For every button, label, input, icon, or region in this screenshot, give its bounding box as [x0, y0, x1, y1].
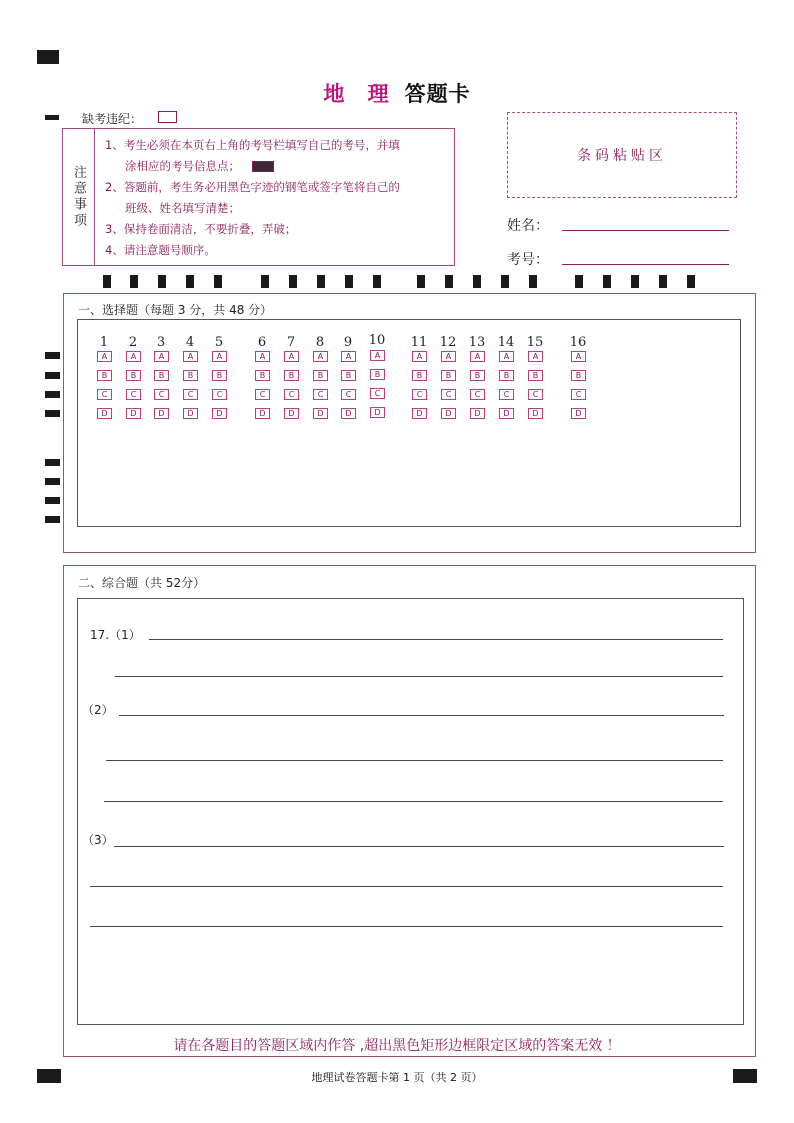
title-card: 答题卡 [404, 82, 471, 106]
name-field[interactable] [562, 230, 729, 231]
absent-checkbox[interactable] [158, 111, 177, 123]
question-number: 15 [526, 335, 544, 350]
answer-bubble-a[interactable]: A [370, 350, 385, 361]
section-comprehensive-box [77, 598, 744, 1025]
answer-bubble-b[interactable]: B [341, 370, 356, 381]
timing-mark [158, 275, 166, 288]
answer-bubble-c[interactable]: C [370, 388, 385, 399]
question-number: 9 [343, 335, 353, 350]
answer-bubble-a[interactable]: A [126, 351, 141, 362]
section-choice-title: 一、选择题（每题 3 分，共 48 分） [78, 303, 273, 317]
answer-line[interactable] [119, 715, 724, 716]
timing-mark [214, 275, 222, 288]
answer-bubble-d[interactable]: D [313, 408, 328, 419]
timing-mark [103, 275, 111, 288]
answer-bubble-b[interactable]: B [441, 370, 456, 381]
answer-line[interactable] [114, 846, 724, 847]
notice-item: 4、请注意题号顺序。 [105, 243, 216, 257]
answer-bubble-b[interactable]: B [255, 370, 270, 381]
timing-mark [575, 275, 583, 288]
answer-bubble-b[interactable]: B [284, 370, 299, 381]
question-number: 16 [569, 335, 587, 350]
page-title [0, 78, 794, 108]
answer-bubble-c[interactable]: C [255, 389, 270, 400]
answer-bubble-d[interactable]: D [284, 408, 299, 419]
timing-mark [445, 275, 453, 288]
answer-bubble-d[interactable]: D [412, 408, 427, 419]
barcode-area [507, 112, 737, 198]
notice-side-label: 注意事项 [71, 165, 86, 229]
answer-line[interactable] [115, 676, 723, 677]
answer-bubble-d[interactable]: D [126, 408, 141, 419]
answer-bubble-c[interactable]: C [154, 389, 169, 400]
answer-bubble-d[interactable]: D [183, 408, 198, 419]
notice-item: 涂相应的考号信息点； [105, 156, 445, 177]
answer-bubble-b[interactable]: B [97, 370, 112, 381]
question-number: 3 [156, 335, 166, 350]
answer-bubble-a[interactable]: A [341, 351, 356, 362]
answer-bubble-d[interactable]: D [441, 408, 456, 419]
answer-bubble-b[interactable]: B [412, 370, 427, 381]
side-timing-mark [45, 516, 60, 523]
row-timing-mark [45, 115, 59, 120]
page-footer: 地理试卷答题卡第 1 页（共 2 页） [311, 1071, 483, 1084]
answer-bubble-c[interactable]: C [183, 389, 198, 400]
timing-mark [261, 275, 269, 288]
answer-bubble-a[interactable]: A [284, 351, 299, 362]
notice-item: 3、保持卷面清洁，不要折叠，弄破； [105, 222, 297, 236]
absent-label: 缺考违纪： [82, 112, 143, 126]
q17-part1-label: 17.（1） [90, 628, 141, 642]
answer-line[interactable] [106, 760, 723, 761]
answer-line[interactable] [104, 801, 723, 802]
q17-part3-label: （3） [82, 833, 114, 847]
answer-bubble-b[interactable]: B [499, 370, 514, 381]
filled-sample-mark [252, 161, 274, 172]
question-number: 13 [468, 335, 486, 350]
question-number: 7 [286, 335, 296, 350]
timing-mark [631, 275, 639, 288]
exam-no-label: 考号： [507, 252, 549, 268]
answer-bubble-a[interactable]: A [154, 351, 169, 362]
answer-bubble-a[interactable]: A [255, 351, 270, 362]
answer-bubble-b[interactable]: B [212, 370, 227, 381]
section-comprehensive-title: 二、综合题（共 52分） [78, 576, 206, 590]
side-timing-mark [45, 478, 60, 485]
answer-bubble-d[interactable]: D [97, 408, 112, 419]
answer-bubble-a[interactable]: A [528, 351, 543, 362]
answer-bubble-a[interactable]: A [470, 351, 485, 362]
notice-item: 1、考生必须在本页右上角的考号栏填写自己的考号，并填 [105, 138, 400, 152]
timing-mark [603, 275, 611, 288]
answer-bubble-a[interactable]: A [571, 351, 586, 362]
side-timing-mark [45, 410, 60, 417]
side-timing-mark [45, 352, 60, 359]
answer-bubble-b[interactable]: B [528, 370, 543, 381]
question-number: 11 [410, 335, 428, 350]
answer-bubble-d[interactable]: D [370, 407, 385, 418]
timing-mark [501, 275, 509, 288]
answer-bubble-d[interactable]: D [470, 408, 485, 419]
notice-item: 2、答题前，考生务必用黑色字迹的钢笔或签字笔将自己的 [105, 180, 400, 194]
answer-bubble-c[interactable]: C [470, 389, 485, 400]
alignment-mark-top-left [37, 50, 59, 64]
timing-mark [417, 275, 425, 288]
answer-bubble-d[interactable]: D [571, 408, 586, 419]
answer-line[interactable] [90, 926, 723, 927]
answer-bubble-b[interactable]: B [126, 370, 141, 381]
answer-bubble-c[interactable]: C [284, 389, 299, 400]
answer-line[interactable] [90, 886, 723, 887]
answer-bubble-c[interactable]: C [528, 389, 543, 400]
answer-bubble-b[interactable]: B [154, 370, 169, 381]
answer-bubble-a[interactable]: A [441, 351, 456, 362]
answer-bubble-a[interactable]: A [97, 351, 112, 362]
timing-mark [345, 275, 353, 288]
answer-bubble-d[interactable]: D [528, 408, 543, 419]
question-number: 5 [214, 335, 224, 350]
answer-bubble-a[interactable]: A [313, 351, 328, 362]
question-number: 14 [497, 335, 515, 350]
answer-bubble-b[interactable]: B [183, 370, 198, 381]
answer-bubble-c[interactable]: C [313, 389, 328, 400]
answer-bubble-a[interactable]: A [412, 351, 427, 362]
question-number: 1 [99, 335, 109, 350]
side-timing-mark [45, 372, 60, 379]
answer-bubble-d[interactable]: D [499, 408, 514, 419]
answer-bubble-c[interactable]: C [97, 389, 112, 400]
name-label: 姓名： [507, 218, 549, 234]
timing-mark [687, 275, 695, 288]
answer-line[interactable] [149, 639, 723, 640]
timing-mark [186, 275, 194, 288]
side-timing-mark [45, 391, 60, 398]
timing-mark [317, 275, 325, 288]
answer-bubble-a[interactable]: A [212, 351, 227, 362]
answer-bubble-b[interactable]: B [370, 369, 385, 380]
notice-items [105, 135, 445, 261]
timing-mark [659, 275, 667, 288]
answer-bubble-d[interactable]: D [341, 408, 356, 419]
warning-text: 请在各题目的答题区域内作答 ,超出黑色矩形边框限定区域的答案无效 ！ [173, 1038, 621, 1054]
timing-mark [529, 275, 537, 288]
answer-bubble-c[interactable]: C [412, 389, 427, 400]
barcode-label: 条码粘贴区 [577, 148, 667, 164]
answer-bubble-c[interactable]: C [499, 389, 514, 400]
q17-part2-label: （2） [82, 703, 114, 717]
answer-bubble-b[interactable]: B [313, 370, 328, 381]
title-subject: 地 理 [323, 82, 397, 106]
answer-bubble-d[interactable]: D [255, 408, 270, 419]
question-number: 6 [257, 335, 267, 350]
answer-bubble-c[interactable]: C [212, 389, 227, 400]
exam-no-field[interactable] [562, 264, 729, 265]
answer-bubble-b[interactable]: B [470, 370, 485, 381]
answer-bubble-a[interactable]: A [499, 351, 514, 362]
side-timing-mark [45, 497, 60, 504]
answer-bubble-d[interactable]: D [212, 408, 227, 419]
section-choice-box [77, 319, 741, 527]
answer-bubble-c[interactable]: C [441, 389, 456, 400]
answer-bubble-d[interactable]: D [154, 408, 169, 419]
question-number: 10 [368, 333, 386, 348]
answer-bubble-a[interactable]: A [183, 351, 198, 362]
question-number: 2 [128, 335, 138, 350]
answer-bubble-c[interactable]: C [341, 389, 356, 400]
question-number: 4 [185, 335, 195, 350]
answer-bubble-c[interactable]: C [126, 389, 141, 400]
timing-mark [473, 275, 481, 288]
timing-mark [130, 275, 138, 288]
question-number: 8 [315, 335, 325, 350]
notice-item: 班级、姓名填写清楚； [125, 201, 240, 215]
timing-mark [289, 275, 297, 288]
notice-box [62, 128, 455, 266]
notice-side [63, 129, 95, 265]
question-number: 12 [439, 335, 457, 350]
side-timing-mark [45, 459, 60, 466]
answer-bubble-b[interactable]: B [571, 370, 586, 381]
timing-mark [373, 275, 381, 288]
answer-bubble-c[interactable]: C [571, 389, 586, 400]
